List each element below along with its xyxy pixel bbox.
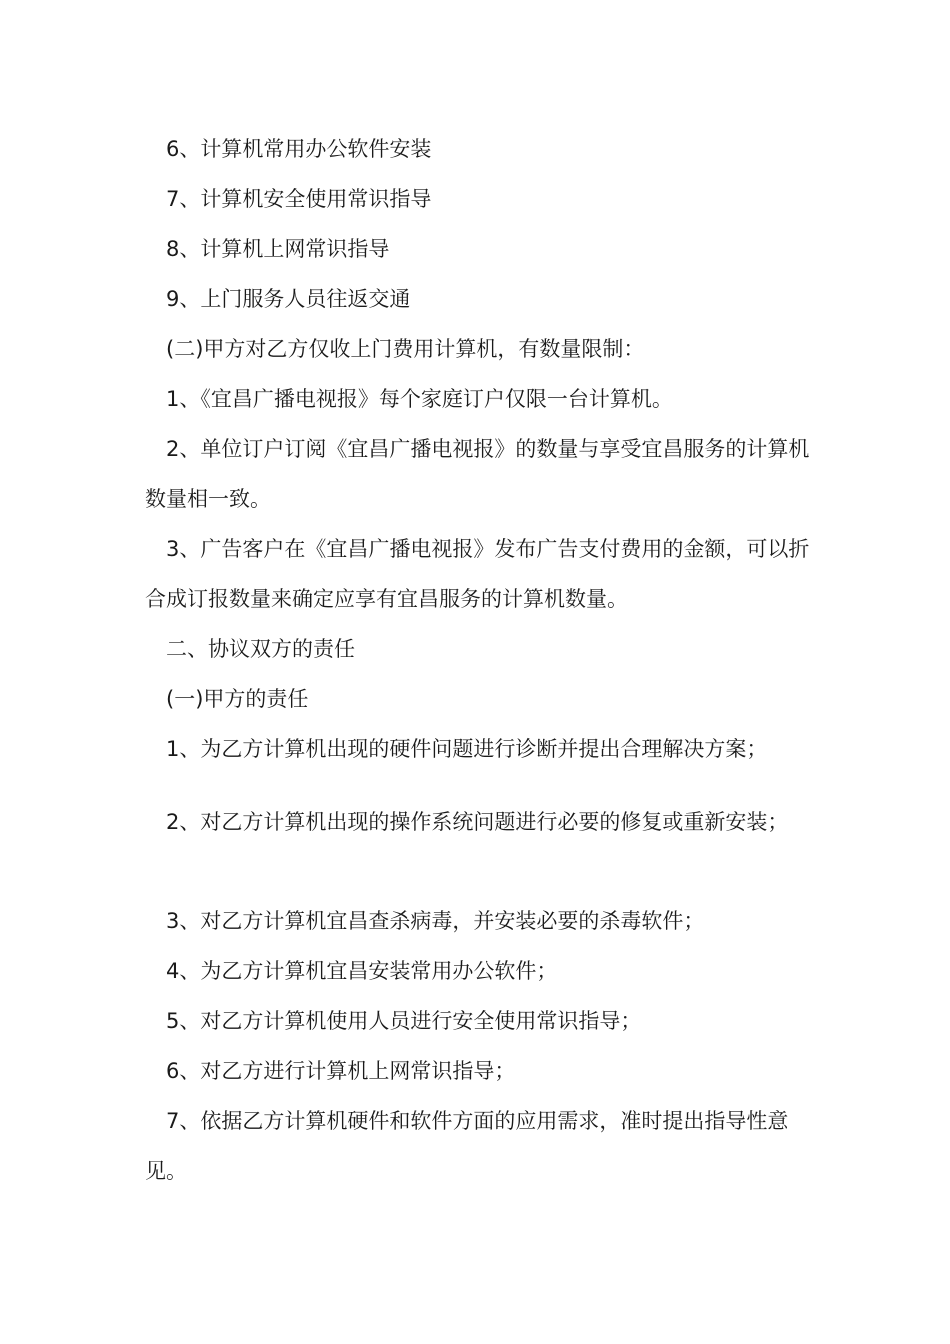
list-item-advertiser: 3、广告客户在《宜昌广播电视报》发布广告支付费用的金额，可以折合成订报数量来确定应享有宜昌服务的计算机数量。 xyxy=(145,537,810,611)
section-heading-quantity-limit: (二)甲方对乙方仅收上门费用计算机，有数量限制： xyxy=(166,337,645,361)
list-item-safety-guidance: 5、对乙方计算机使用人员进行安全使用常识指导； xyxy=(166,1009,642,1033)
list-item-internet-guide: 8、计算机上网常识指导 xyxy=(166,237,390,261)
list-item-household: 1、《宜昌广播电视报》每个家庭订户仅限一台计算机。 xyxy=(166,387,673,411)
list-item-os-repair: 2、对乙方计算机出现的操作系统问题进行必要的修复或重新安装； xyxy=(166,810,789,834)
list-item-advice: 7、依据乙方计算机硬件和软件方面的应用需求，准时提出指导性意见。 xyxy=(145,1109,789,1183)
list-item-security-guide: 7、计算机安全使用常识指导 xyxy=(166,187,432,211)
list-item-hardware-diagnosis: 1、为乙方计算机出现的硬件问题进行诊断并提出合理解决方案； xyxy=(166,737,768,761)
list-item-office-software: 4、为乙方计算机宜昌安装常用办公软件； xyxy=(166,959,558,983)
list-item-transport: 9、上门服务人员往返交通 xyxy=(166,287,411,311)
list-item-antivirus: 3、对乙方计算机宜昌查杀病毒，并安装必要的杀毒软件； xyxy=(166,909,705,933)
list-item-unit-subscriber: 2、单位订户订阅《宜昌广播电视报》的数量与享受宜昌服务的计算机数量相一致。 xyxy=(145,437,810,511)
list-item-internet-guidance: 6、对乙方进行计算机上网常识指导； xyxy=(166,1059,516,1083)
section-heading-responsibilities: 二、协议双方的责任 xyxy=(166,637,355,661)
list-item-software-install: 6、计算机常用办公软件安装 xyxy=(166,137,432,161)
section-heading-party-a: (一)甲方的责任 xyxy=(166,687,309,711)
